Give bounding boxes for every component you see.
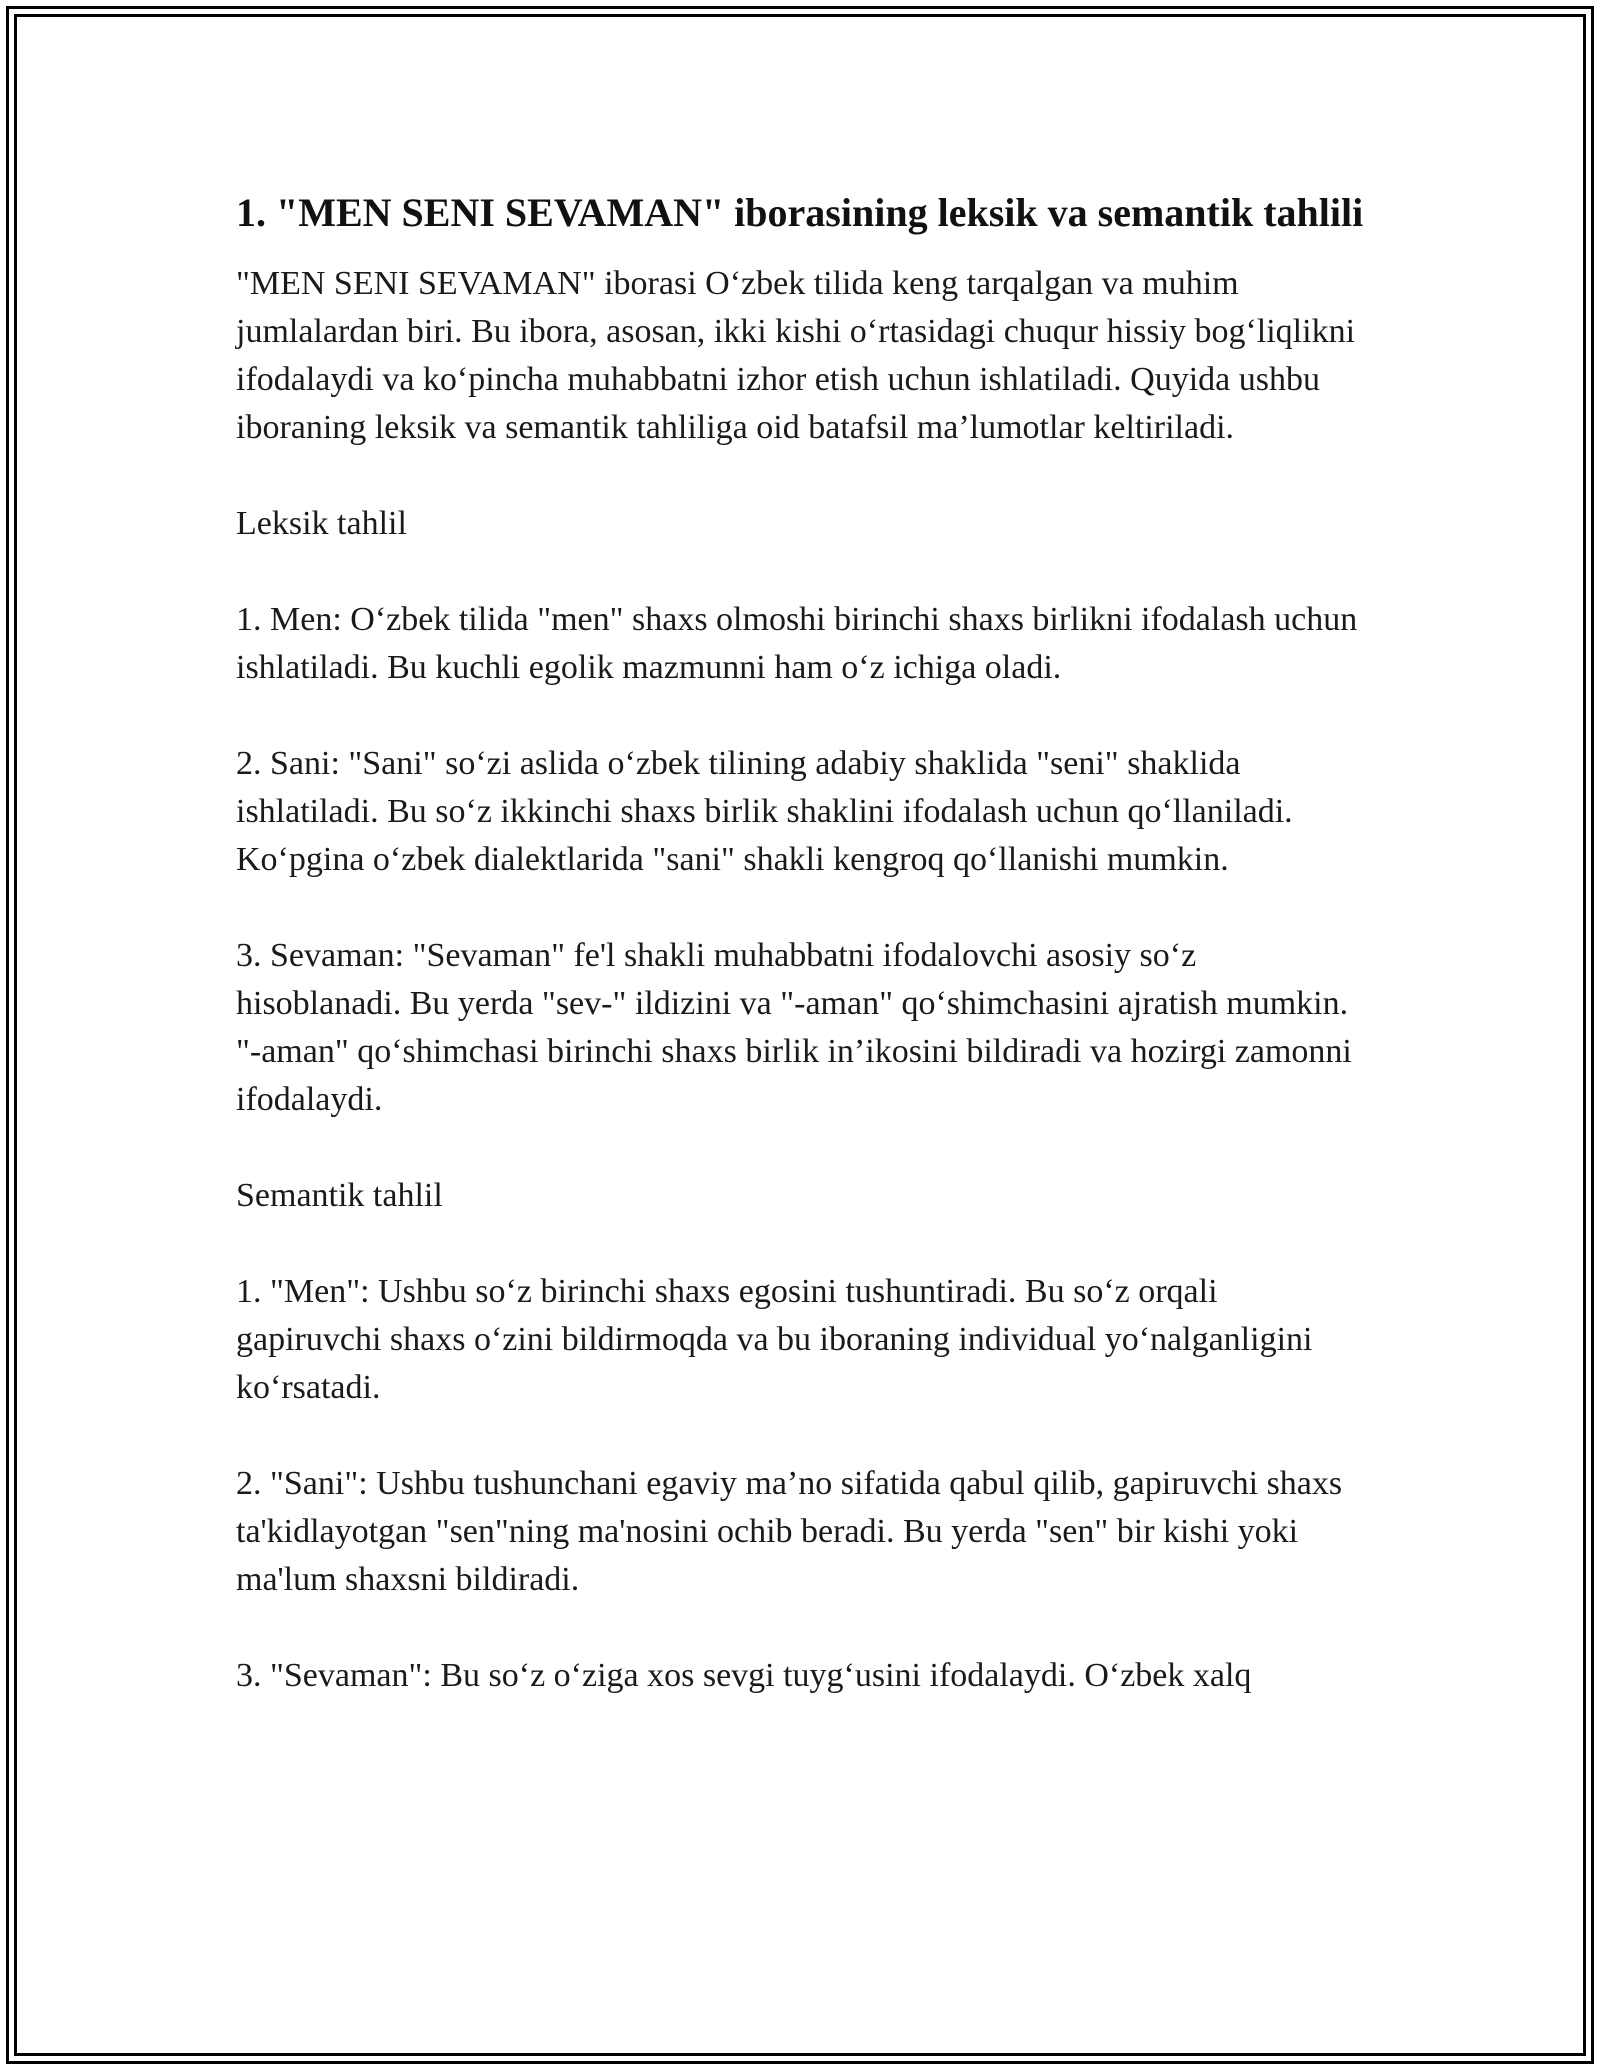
semantic-item-sevaman: 3. "Sevaman": Bu so‘z o‘ziga xos sevgi tuyg‘usini ifodalaydi. O‘zbek xalq bbox=[236, 1657, 1252, 1694]
lexical-item-men: 1. Men: O‘zbek tilida "men" shaxs olmoshi birinchi shaxs birlikni ifodalash uchun ishlatiladi. Bu kuchli egolik mazmunni ham o‘z ichiga oladi. bbox=[236, 601, 1358, 686]
section-heading-semantic: Semantik tahlil bbox=[236, 1177, 443, 1214]
semantic-item-sani: 2. "Sani": Ushbu tushunchani egaviy ma’no sifatida qabul qilib, gapiruvchi shaxs ta'kidlayotgan "sen"ning ma'nosini ochib beradi. Bu yerda "sen" bir kishi yoki ma'lum shaxsni bildiradi. bbox=[236, 1465, 1343, 1598]
document-body bbox=[236, 185, 1366, 1748]
intro-paragraph: "MEN SENI SEVAMAN" iborasi O‘zbek tilida keng tarqalgan va muhim jumlalardan biri. Bu ibora, asosan, ikki kishi o‘rtasidagi chuqur hissiy bog‘liqlikni ifodalaydi va ko‘pincha muhabbatni izhor etish uchun ishlatiladi. Quyida ushbu iboraning leksik va semantik tahliliga oid batafsil ma’lumotlar keltiriladi. bbox=[236, 265, 1356, 446]
semantic-item-men: 1. "Men": Ushbu so‘z birinchi shaxs egosini tushuntiradi. Bu so‘z orqali gapiruvchi shaxs o‘zini bildirmoqda va bu iboraning individual yo‘nalganligini ko‘rsatadi. bbox=[236, 1273, 1313, 1406]
document-title: 1. "MEN SENI SEVAMAN" iborasining leksik va semantik tahlili bbox=[236, 190, 1364, 235]
section-heading-lexical: Leksik tahlil bbox=[236, 505, 407, 542]
lexical-item-sevaman: 3. Sevaman: "Sevaman" fe'l shakli muhabbatni ifodalovchi asosiy so‘z hisoblanadi. Bu yerda "sev-" ildizini va "-aman" qo‘shimchasini ajratish mumkin. "-aman" qo‘shimchasi birinchi shaxs birlik in’ikosini bildiradi va hozirgi zamonni ifodalaydi. bbox=[236, 937, 1352, 1118]
lexical-item-sani: 2. Sani: "Sani" so‘zi aslida o‘zbek tilining adabiy shaklida "seni" shaklida ishlatiladi. Bu so‘z ikkinchi shaxs birlik shaklini ifodalash uchun qo‘llaniladi. Ko‘pgina o‘zbek dialektlarida "sani" shakli kengroq qo‘llanishi mumkin. bbox=[236, 745, 1293, 878]
